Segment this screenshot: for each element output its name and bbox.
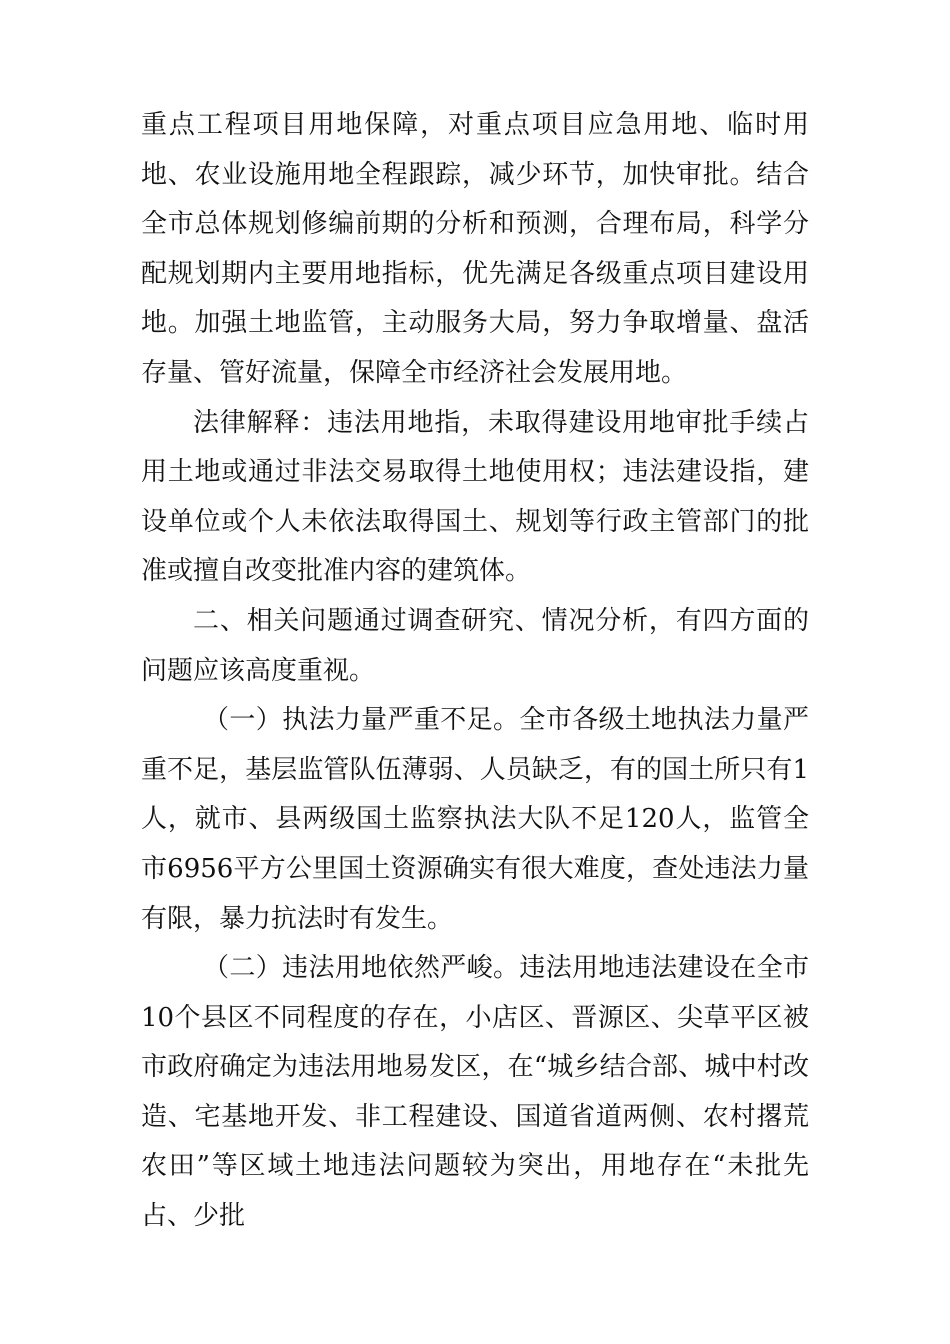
- paragraph-legal-explanation: 法律解释：违法用地指，未取得建设用地审批手续占用土地或通过非法交易取得土地使用权；违法建设指，建设单位或个人未依法取得国土、规划等行政主管部门的批准或擅自改变批准内容的建筑体。: [141, 407, 809, 587]
- paragraph-illegal-land-use: （二）违法用地依然严峻。违法用地违法建设在全市10个县区不同程度的存在，小店区、晋源区、尖草平区被市政府确定为违法用地易发区，在“城乡结合部、城中村改造、宅基地开发、非工程建设、国道省道两侧、农村撂荒农田”等区域土地违法问题较为突出，用地存在“未批先占、少批: [141, 953, 809, 1232]
- document-body: [141, 101, 809, 1242]
- paragraph-land-guarantee: 重点工程项目用地保障，对重点项目应急用地、临时用地、农业设施用地全程跟踪，减少环节，加快审批。结合全市总体规划修编前期的分析和预测，合理布局，科学分配规划期内主要用地指标，优先满足各级重点项目建设用地。加强土地监管，主动服务大局，努力争取增量、盘活存量、管好流量，保障全市经济社会发展用地。: [141, 110, 809, 388]
- paragraph-section-two-heading: 二、相关问题通过调查研究、情况分析，有四方面的问题应该高度重视。: [141, 605, 809, 686]
- paragraph-enforcement-shortage: （一）执法力量严重不足。全市各级土地执法力量严重不足，基层监管队伍薄弱、人员缺乏，有的国土所只有1人，就市、县两级国土监察执法大队不足120人，监管全市6956平方公里国土资源确实有很大难度，查处违法力量有限，暴力抗法时有发生。: [141, 705, 809, 934]
